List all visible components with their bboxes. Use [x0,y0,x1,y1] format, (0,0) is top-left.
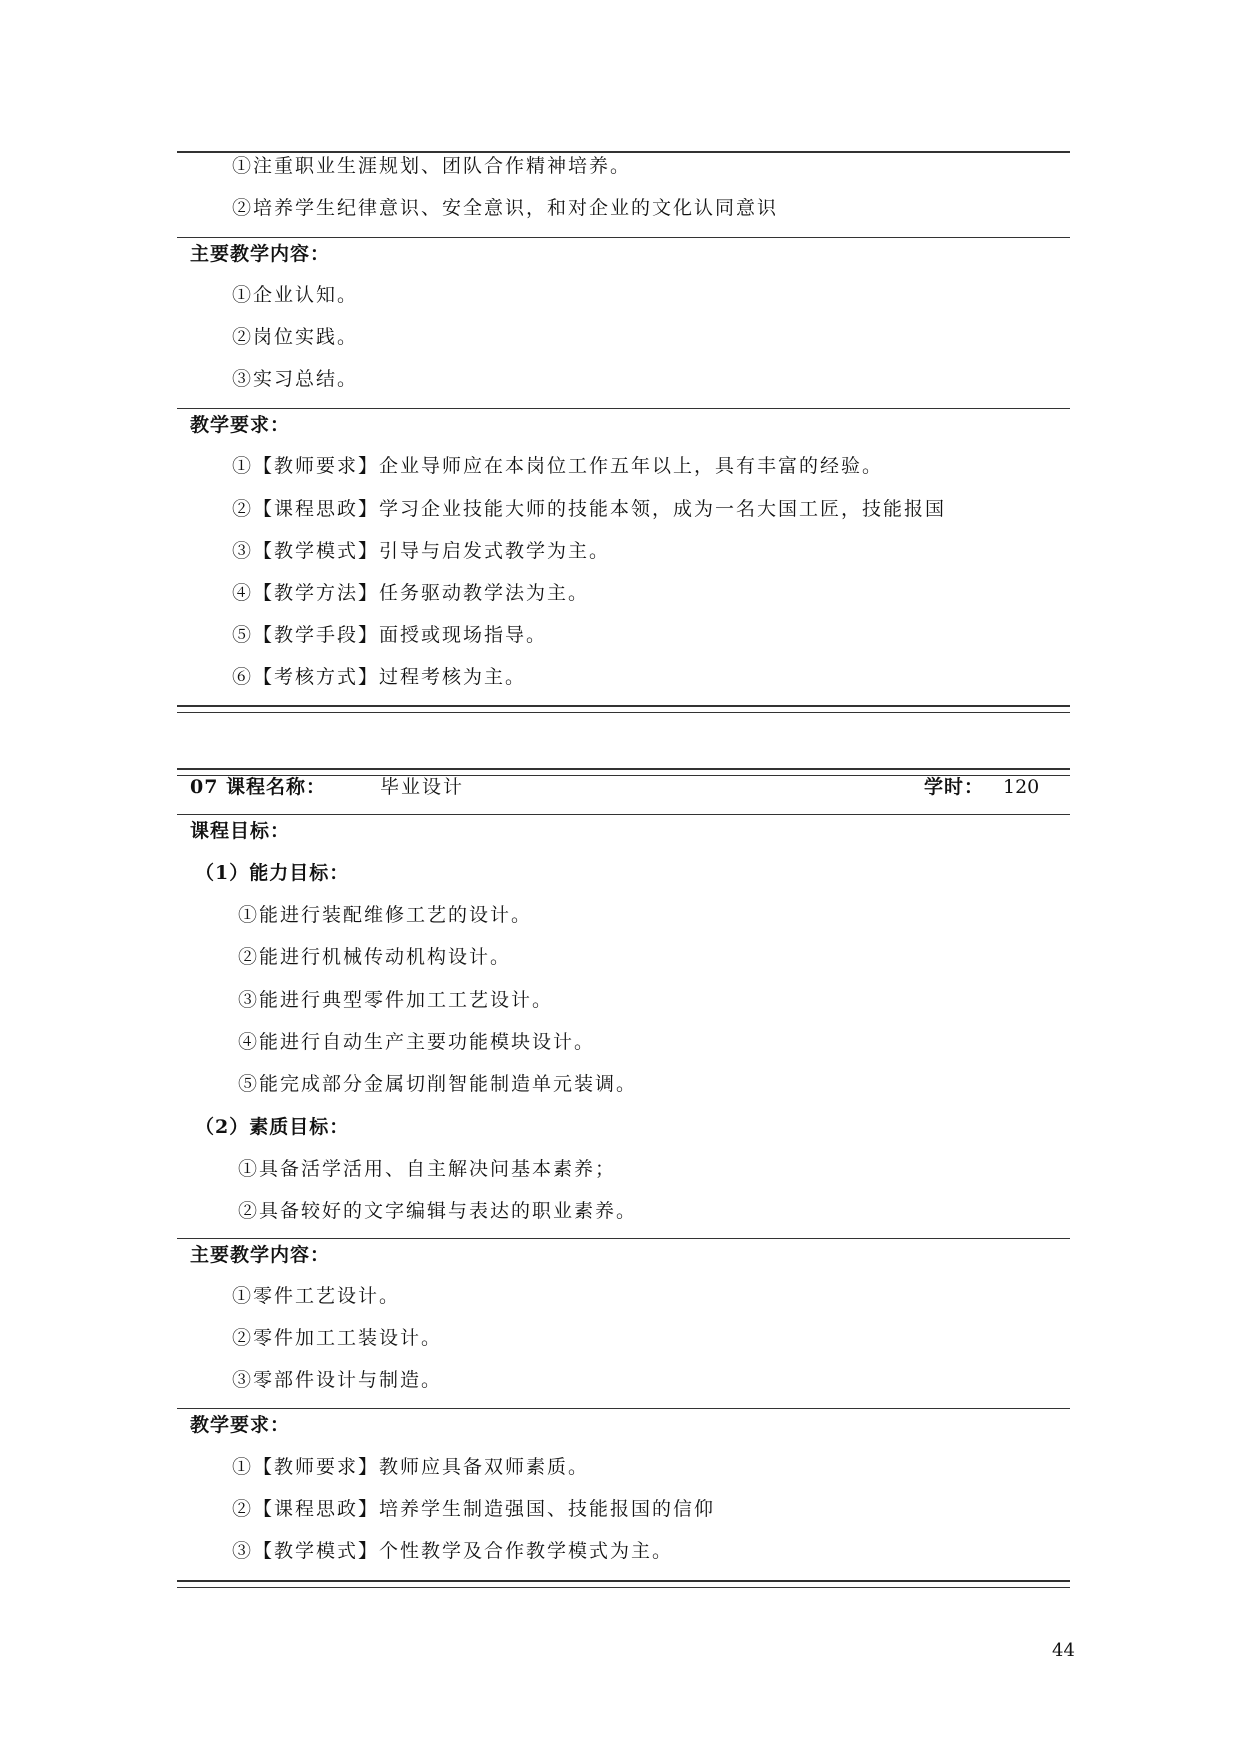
table-end-rule [177,705,1070,713]
content-item: ①企业认知。 [232,284,359,306]
requirements-heading: 教学要求： [190,1414,291,1436]
hours-value: 120 [1003,776,1040,798]
requirement-item: ①【教师要求】企业导师应在本岗位工作五年以上，具有丰富的经验。 [232,455,884,477]
ability-item: ②能进行机械传动机构设计。 [238,946,512,968]
content-heading: 主要教学内容： [190,243,331,265]
quality-item: ②培养学生纪律意识、安全意识，和对企业的文化认同意识 [232,197,779,219]
ability-item: ③能进行典型零件加工工艺设计。 [238,989,554,1011]
hours-label: 学时： [924,776,985,798]
ability-heading: （1）能力目标： [195,862,350,884]
ability-item: ①能进行装配维修工艺的设计。 [238,904,533,926]
content-item: ③零部件设计与制造。 [232,1369,443,1391]
section-divider [177,814,1070,815]
content-heading: 主要教学内容： [190,1244,331,1266]
content-item: ①零件工艺设计。 [232,1285,401,1307]
requirement-item: ①【教师要求】教师应具备双师素质。 [232,1456,590,1478]
content-item: ③实习总结。 [232,368,359,390]
requirement-item: ③【教学模式】引导与启发式教学为主。 [232,540,611,562]
section-divider [177,1238,1070,1239]
section-divider [177,408,1070,409]
requirement-item: ②【课程思政】学习企业技能大师的技能本领，成为一名大国工匠，技能报国 [232,498,947,520]
requirement-item: ④【教学方法】任务驱动教学法为主。 [232,582,590,604]
ability-item: ④能进行自动生产主要功能模块设计。 [238,1031,596,1053]
content-item: ②零件加工工装设计。 [232,1327,443,1349]
course-name-label: 07 课程名称： [190,776,327,798]
quality-item: ②具备较好的文字编辑与表达的职业素养。 [238,1200,638,1222]
section-divider [177,237,1070,238]
table-end-rule [177,1580,1070,1588]
requirement-item: ③【教学模式】个性教学及合作教学模式为主。 [232,1540,674,1562]
requirement-item: ⑤【教学手段】面授或现场指导。 [232,624,548,646]
ability-item: ⑤能完成部分金属切削智能制造单元装调。 [238,1073,638,1095]
goal-heading: 课程目标： [190,820,291,842]
course-name-value: 毕业设计 [380,776,465,798]
requirement-item: ②【课程思政】培养学生制造强国、技能报国的信仰 [232,1498,716,1520]
quality-item: ①注重职业生涯规划、团队合作精神培养。 [232,155,632,177]
content-item: ②岗位实践。 [232,326,359,348]
quality-heading: （2）素质目标： [195,1116,350,1138]
requirements-heading: 教学要求： [190,414,291,436]
requirement-item: ⑥【考核方式】过程考核为主。 [232,666,527,688]
quality-item: ①具备活学活用、自主解决问基本素养； [238,1158,617,1180]
page-number: 44 [1052,1640,1075,1661]
section-divider [177,1408,1070,1409]
